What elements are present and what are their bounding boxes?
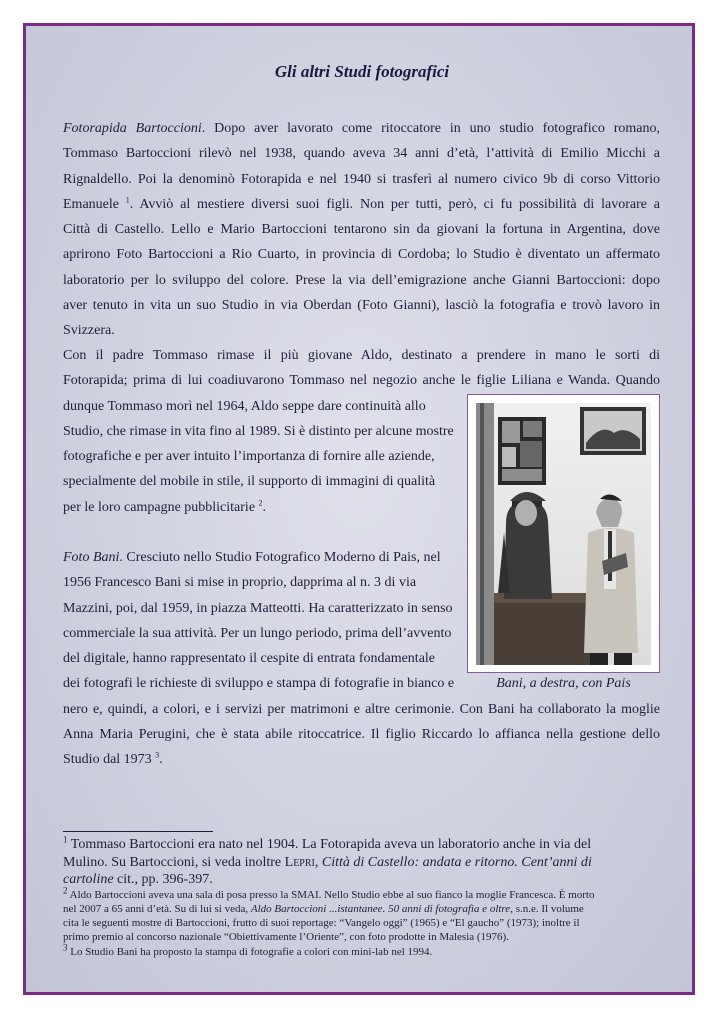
text-line: Con il padre Tommaso rimase il più giovane Aldo, destinato a prendere in mano le sorti di <box>63 348 660 363</box>
text-line: dei fotografi le richieste di sviluppo e stampa di fotografie in bianco e <box>63 676 455 692</box>
text-line: Città di Castello. Lello e Mario Bartoccioni tentarono sin da giovani la fortuna in Argentina, dove <box>63 222 660 238</box>
text-span: . Avviò al mestiere diversi suoi figli. Non per tutti, però, ci fu possibilità di lavorare a <box>129 196 660 212</box>
text-span: , <box>314 854 322 870</box>
text-line: Anna Maria Perugini, che è stata abile ritoccatrice. Il figlio Riccardo lo affianca nella gestione dello <box>63 727 660 743</box>
text-span: . <box>159 752 163 768</box>
text-line <box>63 192 660 217</box>
text-line: dunque Tommaso morì nel 1964, Aldo seppe dare continuità allo <box>63 398 426 414</box>
text-line: del digitale, hanno rappresentato il cespite di entrata fondamentale <box>63 651 436 667</box>
text-line: Mazzini, poi, dal 1959, in piazza Matteotti. Ha caratterizzato in senso <box>63 600 453 616</box>
footnote-number: 3 <box>63 942 68 953</box>
author-name: Lepri <box>284 854 315 870</box>
text-span: Aldo Bartoccioni aveva una sala di posa presso la SMAI. Nello Studio ebbe al suo fianco la moglie Francesca. È morto <box>67 889 595 901</box>
text-span: , s.n.e. Il volume <box>510 903 584 915</box>
photo-caption: Bani, a destra, con Pais <box>496 676 631 691</box>
text-span: Tommaso Bartoccioni era nato nel 1904. La Fotorapida aveva un laboratorio anche in via del <box>67 837 592 852</box>
text-line: commerciale la sua attività. Per un lungo periodo, prima dell’avvento <box>63 625 452 641</box>
footnote-ref[interactable]: 2 <box>258 498 263 508</box>
text-span: primo premio al concorso nazionale “Obiettivamente l’Oriente”, con foto prodotte in Malesia (1976). <box>63 931 509 943</box>
text-span: Studio dal 1973 <box>63 752 156 768</box>
page-title: Gli altri Studi fotografici <box>274 62 450 81</box>
text-span: . Cresciuto nello Studio Fotografico Moderno di Pais, nel <box>119 550 441 565</box>
text-line: Fotorapida; prima di lui coadiuvarono Tommaso nel negozio anche le figlie Liliana e Wanda. Quando <box>63 373 660 389</box>
text-span: nel 2007 a 65 anni d’età. Su di lui si veda, <box>63 903 251 915</box>
text-span: Lo Studio Bani ha proposto la stampa di fotografie a colori con mini-lab nel 1994. <box>67 946 433 958</box>
text-span: . <box>262 499 267 515</box>
text-span: Mulino. Su Bartoccioni, si veda inoltre <box>63 854 285 870</box>
footnote-2 <box>63 885 663 944</box>
paragraph-fotorapida <box>63 116 660 344</box>
text-line: aver tenuto in vita un suo Studio in via Oberdan (Foto Gianni), lasciò la fotografia e trovò lavoro in <box>63 298 660 314</box>
text-line: Studio, che rimase in vita fino al 1989. Si è distinto per alcune mostre <box>63 423 454 439</box>
book-title: cartoline <box>63 872 114 887</box>
text-line <box>63 116 660 141</box>
footnote-number: 1 <box>63 834 68 845</box>
text-span: cita le seguenti mostre di Bartoccioni, frutto di suoi reportage: “Vangelo oggi” (1965) e “El gaucho” (1973); inoltre il <box>63 917 580 929</box>
studio-name: Foto Bani <box>63 550 120 565</box>
footnote-number: 2 <box>63 885 68 896</box>
text-line: fotografiche e per aver intuito l’importanza di fornire alle aziende, <box>63 449 435 465</box>
studio-name: Fotorapida Bartoccioni <box>63 121 202 136</box>
text-line: Svizzera. <box>63 323 115 339</box>
text-span: . Dopo aver lavorato come ritoccatore in uno studio fotografico romano, <box>201 121 660 136</box>
text-line <box>63 747 660 772</box>
footnote-3 <box>63 942 663 959</box>
text-line: laboratorio per lo sviluppo del colore. Prese la via dell’emigrazione anche Gianni Bartoccioni: dopo <box>63 272 660 288</box>
book-title: Aldo Bartoccioni ...istantanee. 50 anni di fotografia e oltre <box>250 903 511 915</box>
footnote-ref[interactable]: 3 <box>155 750 160 760</box>
text-span: cit., pp. 396-397. <box>113 872 213 887</box>
footnote-separator <box>63 831 213 832</box>
text-line: specialmente del mobile in stile, il supporto di immagini di qualità <box>63 474 436 490</box>
text-line: aprirono Foto Bartoccioni a Rio Cuarto, in provincia di Cordoba; lo Studio è diventato un affermato <box>63 247 660 263</box>
book-title: Città di Castello: andata e ritorno. Cent’anni di <box>321 854 592 870</box>
text-line: nero e, quindi, a colori, e i servizi per matrimoni e altre cerimonie. Con Bani ha collaborato la moglie <box>63 701 660 717</box>
text-span: Emanuele <box>63 196 126 212</box>
footnote-1 <box>63 836 663 889</box>
photo-frame <box>467 394 660 673</box>
footnote-ref[interactable]: 1 <box>125 195 130 205</box>
text-line: 1956 Francesco Bani si mise in proprio, dapprima al n. 3 di via <box>63 575 417 591</box>
text-line: Rignaldello. Poi la denominò Fotorapida e nel 1940 si trasferì al numero civico 9b di corso Vittorio <box>63 171 660 187</box>
text-span: per le loro campagne pubblicitarie <box>63 499 259 515</box>
photo-bani-pais <box>476 403 651 665</box>
text-line: Tommaso Bartoccioni rilevò nel 1938, quando aveva 34 anni d’età, l’attività di Emilio Micchi a <box>63 146 660 162</box>
